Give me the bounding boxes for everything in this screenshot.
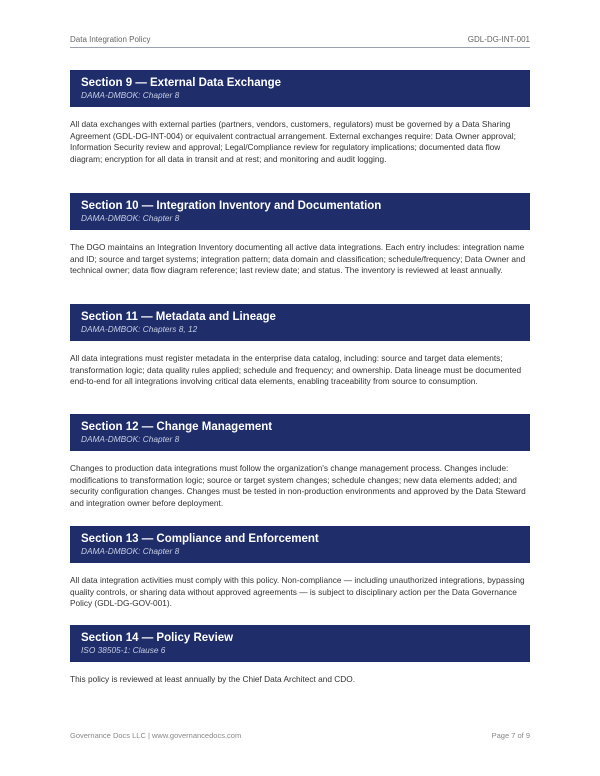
section-banner (70, 526, 530, 563)
section-banner (70, 414, 530, 451)
section-14 (70, 625, 530, 686)
section-body: All data exchanges with external parties (partners, vendors, customers, regulators) must be governed by a Data Sharing Agreement (GDL-DG-INT-004) or equivalent contractual arrangement. External exchanges require: Data Owner approval; Information Security review and approval; Legal/Compliance review for regulatory implications; documented data flow diagram; encryption for all data in transit and at rest; and monitoring and audit logging. (70, 119, 516, 164)
section-title: Section 12 — Change Management (81, 421, 273, 433)
header-doc-id: GDL-DG-INT-001 (467, 35, 530, 44)
section-reference: DAMA-DMBOK: Chapter 8 (81, 434, 180, 444)
section-12 (70, 414, 530, 509)
section-10 (70, 193, 530, 277)
section-title: Section 13 — Compliance and Enforcement (81, 533, 319, 545)
section-banner (70, 304, 530, 341)
section-title: Section 14 — Policy Review (81, 632, 234, 644)
section-title: Section 11 — Metadata and Lineage (81, 311, 276, 323)
section-reference: DAMA-DMBOK: Chapter 8 (81, 90, 180, 100)
section-body: This policy is reviewed at least annually by the Chief Data Architect and CDO. (70, 674, 355, 684)
section-reference: DAMA-DMBOK: Chapters 8, 12 (81, 324, 198, 334)
section-reference: ISO 38505-1: Clause 6 (81, 645, 166, 655)
section-title: Section 10 — Integration Inventory and Documentation (81, 200, 382, 212)
section-reference: DAMA-DMBOK: Chapter 8 (81, 546, 180, 556)
section-body: All data integrations must register metadata in the enterprise data catalog, including: source and target data elements; transformation logic; data quality rules applied; schedule and frequency; and ownership. Data lineage must be documented end-to-end for all integrations involving critical data elements, enabling traceability from source to consumption. (70, 353, 522, 386)
footer-company: Governance Docs LLC | www.governancedocs.com (70, 731, 242, 740)
section-13 (70, 526, 530, 610)
section-body: The DGO maintains an Integration Inventory documenting all active data integrations. Each entry includes: integration name and ID; source and target systems; integration pattern; data domain and classification; schedule/frequency; Data Owner and technical owner; data flow diagram reference; last review date; and status. The inventory is reviewed at least annually. (70, 242, 526, 275)
section-body: All data integration activities must comply with this policy. Non-compliance — including unauthorized integrations, bypassing quality controls, or sharing data without approved agreements — is subject to disciplinary action per the Data Governance Policy (GDL-DG-GOV-001). (70, 575, 525, 608)
section-banner (70, 193, 530, 230)
footer-page-number: Page 7 of 9 (491, 731, 530, 740)
section-banner (70, 625, 530, 662)
section-11 (70, 304, 530, 388)
section-body: Changes to production data integrations must follow the organization's change management process. Changes include: modifications to transformation logic; source or target system changes; schedule changes; new data elements added; and security configuration changes. Changes must be tested in non-production environments and approved by the Data Steward and integration owner before deployment. (70, 463, 526, 508)
section-9 (70, 70, 530, 165)
section-banner (70, 70, 530, 107)
header-doc-title: Data Integration Policy (70, 35, 151, 44)
page-header (70, 34, 530, 48)
section-reference: DAMA-DMBOK: Chapter 8 (81, 213, 180, 223)
section-title: Section 9 — External Data Exchange (81, 77, 282, 89)
